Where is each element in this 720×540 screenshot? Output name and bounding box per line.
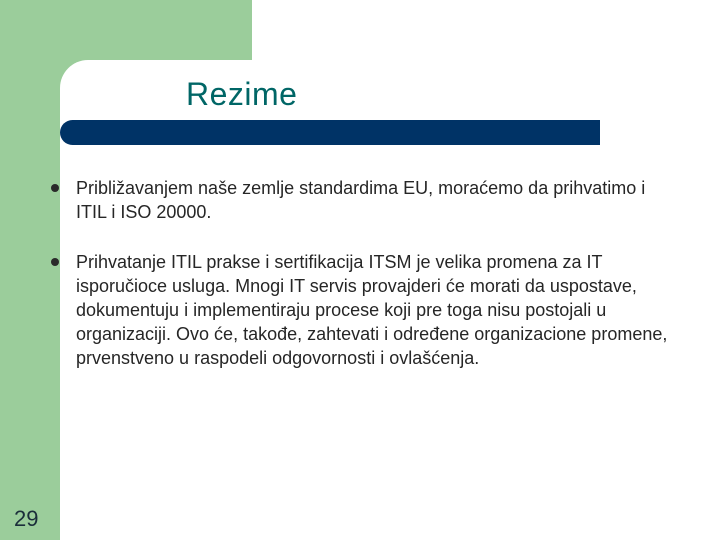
bullet-dot-icon	[51, 184, 59, 192]
title-underline-bar	[60, 120, 600, 145]
page-number: 29	[14, 506, 39, 531]
bullet-text: Približavanjem naše zemlje standardima EU, moraćemo da prihvatimo i ITIL i ISO 20000.	[76, 178, 646, 222]
bullet-list	[48, 176, 678, 396]
bullet-item	[48, 176, 678, 224]
slide-title: Rezime	[186, 76, 298, 112]
bullet-dot-icon	[51, 258, 59, 266]
bullet-text: Prihvatanje ITIL prakse i sertifikacija ITSM je velika promena za IT isporučioce usluga. Mnogi IT servis provajderi će morati da uspostave, dokumentuju i implementiraju procese koji pre toga nisu postojali u organizaciji. Ovo će, takođe, zahtevati i određene organizacione promene, prvenstveno u raspodeli odgovornosti i ovlašćenja.	[76, 252, 668, 368]
bullet-item	[48, 250, 678, 370]
